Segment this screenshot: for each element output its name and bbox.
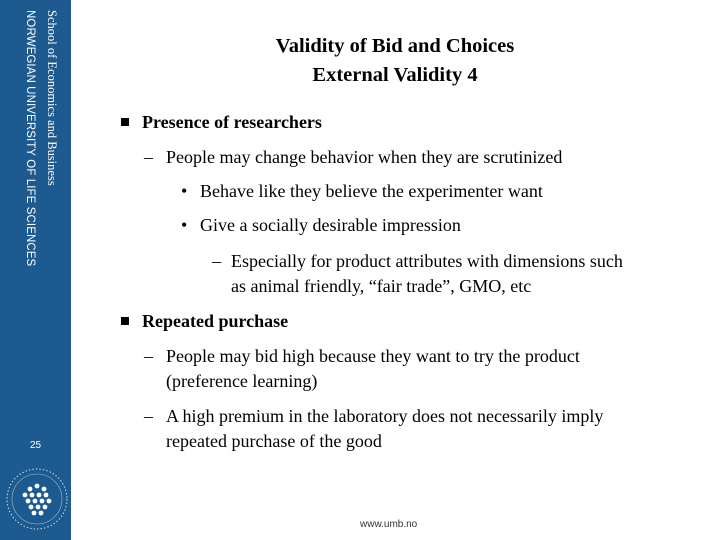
square-bullet-icon xyxy=(121,317,129,325)
university-seal-icon xyxy=(4,466,70,532)
slide-title xyxy=(120,32,670,90)
dot-bullet: • xyxy=(181,181,188,201)
title-line-2: External Validity 4 xyxy=(312,64,478,86)
bullet-premium-line-1: A high premium in the laboratory does not necessarily imply xyxy=(166,406,604,426)
dash-bullet: – xyxy=(212,251,221,271)
bullet-especially-line-1: Especially for product attributes with dimensions such xyxy=(231,251,623,271)
bullet-presence-of-researchers: Presence of researchers xyxy=(142,112,322,132)
footer-url: www.umb.no xyxy=(360,519,418,530)
bullet-bid-high-line-2: (preference learning) xyxy=(166,371,318,391)
bullet-premium-line-2: repeated purchase of the good xyxy=(166,431,382,451)
bullet-repeated-purchase: Repeated purchase xyxy=(142,311,289,331)
square-bullet-icon xyxy=(121,118,129,126)
dash-bullet: – xyxy=(144,147,153,167)
sidebar xyxy=(0,0,71,540)
bullet-behave-like: Behave like they believe the experimenter want xyxy=(200,181,543,201)
bullet-especially-line-2: as animal friendly, “fair trade”, GMO, etc xyxy=(231,276,532,296)
dash-bullet: – xyxy=(144,346,153,366)
dot-bullet: • xyxy=(181,215,188,235)
dash-bullet: – xyxy=(144,406,153,426)
page-number: 25 xyxy=(29,440,42,451)
title-line-1: Validity of Bid and Choices xyxy=(275,35,515,57)
school-name: School of Economics and Business xyxy=(45,10,59,186)
bullet-socially-desirable: Give a socially desirable impression xyxy=(200,215,461,235)
bullet-bid-high-line-1: People may bid high because they want to try the product xyxy=(166,346,580,366)
university-name: NORWEGIAN UNIVERSITY OF LIFE SCIENCES xyxy=(24,10,36,267)
bullet-change-behavior: People may change behavior when they are scrutinized xyxy=(166,147,563,167)
